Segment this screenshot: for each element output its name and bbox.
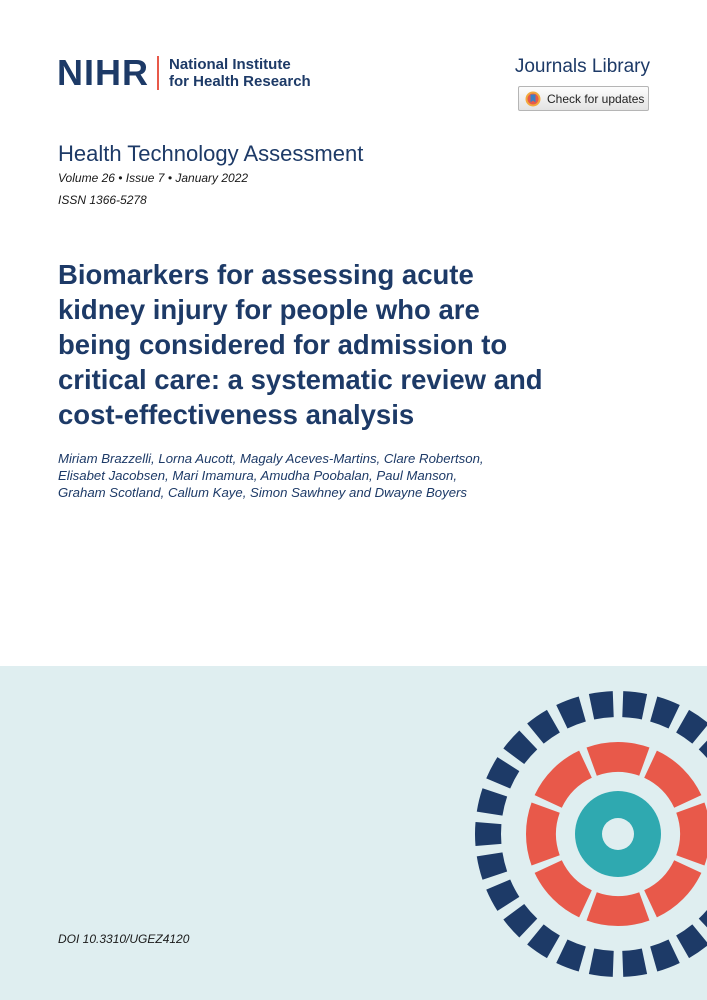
- emblem-middle-segment: [526, 803, 560, 866]
- emblem-outer-segment: [589, 949, 614, 977]
- emblem-outer-segment: [486, 757, 519, 788]
- emblem-middle-segment: [587, 742, 650, 776]
- article-title: Biomarkers for assessing acute kidney injury for people who are being considered for admission to critical care: a systematic review and cost-effectiveness analysis: [58, 259, 543, 430]
- emblem-outer-segment: [503, 904, 537, 938]
- emblem-middle-segment: [587, 892, 650, 926]
- journal-name: Health Technology Assessment: [58, 141, 364, 166]
- emblem-outer-segment: [527, 710, 560, 744]
- emblem-outer-segment: [650, 697, 680, 729]
- emblem-outer-segment: [527, 924, 560, 958]
- emblem-middle-segment: [535, 860, 592, 917]
- emblem-outer-segment: [477, 788, 507, 815]
- emblem-outer-segment: [650, 940, 680, 972]
- emblem-outer-segment: [486, 879, 519, 910]
- emblem-outer-segment: [676, 710, 707, 744]
- logo-text: [169, 56, 311, 90]
- check-for-updates-label: Check for updates: [547, 91, 645, 106]
- emblem-outer-segment: [477, 852, 507, 879]
- emblem-outer-segment: [589, 691, 614, 719]
- check-for-updates-button[interactable]: [518, 86, 649, 111]
- logo-text-line2: for Health Research: [169, 73, 311, 90]
- author-list: [58, 450, 508, 501]
- emblem-outer-segment: [622, 691, 647, 719]
- logo-divider: [157, 56, 159, 90]
- emblem-outer-segment: [503, 731, 537, 765]
- emblem-outer-segment: [676, 924, 707, 958]
- emblem-center: [602, 818, 634, 850]
- emblem-middle-segment: [676, 803, 707, 866]
- emblem-outer-segment: [622, 949, 647, 977]
- emblem-outer-segment: [699, 904, 707, 938]
- authors-line: Miriam Brazzelli, Lorna Aucott, Magaly Aceves-Martins, Clare Robertson,: [58, 451, 484, 466]
- journals-library-label: Journals Library: [514, 56, 650, 77]
- logo-mark: NIHR: [57, 52, 149, 93]
- emblem-middle-segment: [644, 860, 701, 917]
- logo-text-line1: National Institute: [169, 56, 291, 73]
- emblem-middle-segment: [535, 751, 592, 808]
- authors-line: Elisabet Jacobsen, Mari Imamura, Amudha Poobalan, Paul Manson,: [58, 468, 458, 483]
- emblem-outer-segment: [475, 822, 501, 846]
- emblem-outer-segment: [556, 940, 586, 972]
- nihr-logo: [57, 52, 311, 93]
- issn: ISSN 1366-5278: [58, 193, 147, 207]
- nihr-emblem: [470, 683, 707, 1000]
- emblem-middle-segment: [644, 751, 701, 808]
- emblem-outer-segment: [699, 731, 707, 765]
- emblem-outer-segment: [556, 697, 586, 729]
- bookmark-icon: [525, 91, 541, 107]
- volume-issue-date: Volume 26 • Issue 7 • January 2022: [58, 171, 249, 185]
- doi: DOI 10.3310/UGEZ4120: [58, 932, 190, 946]
- authors-line: Graham Scotland, Callum Kaye, Simon Sawhney and Dwayne Boyers: [58, 485, 468, 500]
